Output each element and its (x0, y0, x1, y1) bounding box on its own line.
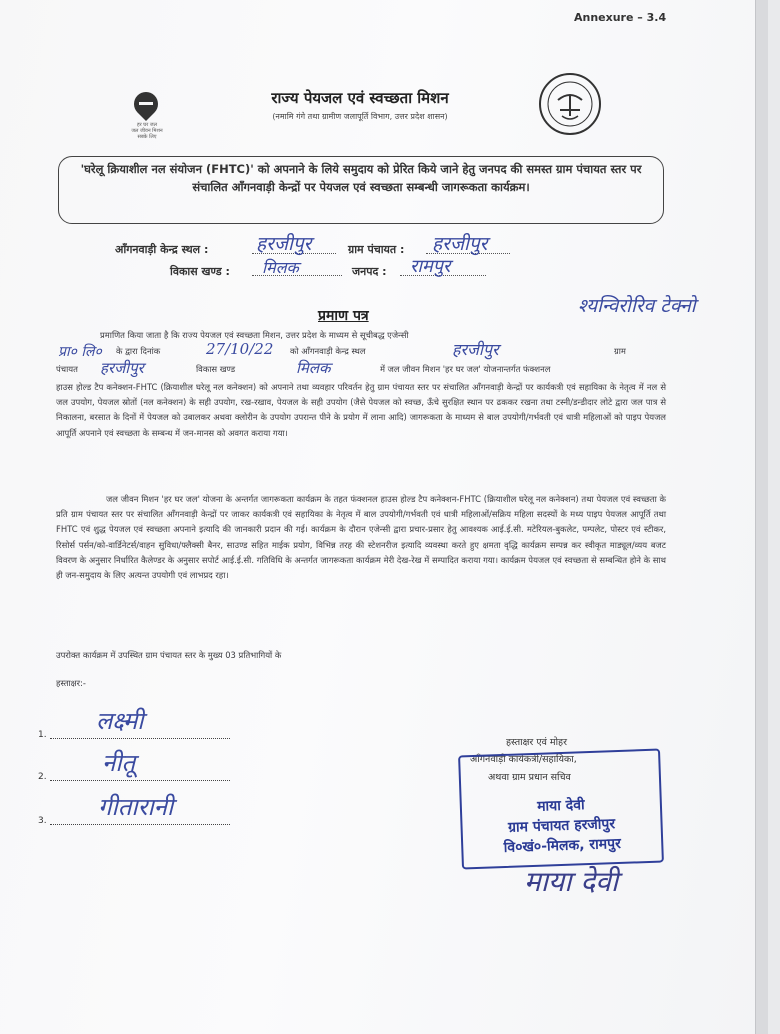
body-paragraph-1: हाउस होल्ड टैप कनेक्शन-FHTC (क्रियाशील घरेलू नल कनेक्शन) को अपनाने तथा व्यवहार परिवर्तन हेतु ग्राम पंचायत स्तर पर संचालित आँगनवाड़ी केन्द्रों पर कार्यकत्री एवं सहायिका के नेतृत्व में नल से जल उपयोग, पेयजल स्रोतों (नल कनेक्शन) के सही उपयोग, रख-रखाव, पेयजल के सही उपयोग (जैसे पेयजल को स्वच्छ, ऊँचे सुरक्षित स्थान पर ढककर रखना तथा टस्नी/डन्डीदार लोटे द्वारा जल पात्र से निकालना, बरसात के दिनों में पेयजल को उबालकर अथवा क्लोरीन के उपयोग उपरान्त पीने के प्रयोग में लाना आदि) जागरूकता के माध्यम से बाल उपयोगी/गर्भवती एवं धात्री महिलाओं को पाइप पेयजल आपूर्ति अपनाने एवं स्वच्छता के सम्बन्ध में जन-मानस को अवगत कराया गया। (56, 382, 666, 438)
signature-1: लक्ष्मी (96, 707, 144, 735)
signature-2: नीतू (102, 749, 136, 777)
signature-label: हस्ताक्षर:- (56, 678, 86, 688)
agency-name-handwritten: श्यन्विरोरिव टेक्नो (578, 295, 696, 317)
annexure-label: Annexure – 3.4 (574, 11, 667, 24)
logo-caption: हर घर जल जल जीवन मिशन सबके लिए (131, 122, 163, 140)
stamp-panchayat: ग्राम पंचायत हरजीपुर (507, 816, 616, 836)
signature-3: गीतारानी (98, 793, 174, 821)
place-handwritten: हरजीपुर (452, 340, 499, 359)
body-line-3b: विकास खण्ड (196, 364, 236, 374)
body-line-1: प्रमाणित किया जाता है कि राज्य पेयजल एवं स्वच्छता मिशन, उत्तर प्रदेश के माध्यम से सूचीबद्ध एजेन्सी (100, 330, 409, 340)
agency-suffix-handwritten: प्रा० लि० (58, 344, 102, 360)
panchayat-handwritten: हरजीपुर (100, 359, 144, 377)
official-line-3: अथवा ग्राम प्रधान सचिव (488, 772, 571, 783)
signature-1-number: 1. (38, 730, 47, 740)
body-line-3c: में जल जीवन मिशन 'हर घर जल' योजनान्तर्गत फंक्शनल (380, 364, 551, 374)
body-line-2c: ग्राम (614, 346, 626, 356)
official-line-2: आँगनवाड़ी कार्यकत्री/सहायिका, (470, 754, 577, 765)
anganwadi-value: हरजीपुर (256, 233, 312, 255)
gram-panchayat-label: ग्राम पंचायत : (348, 243, 405, 256)
program-description-box: 'घरेलू क्रियाशील नल संयोजन (FHTC)' को अपनाने के लिये समुदाय को प्रेरित किये जाने हेतु जनपद की समस्त ग्राम पंचायत स्तर पर संचालित आँगनवाड़ी केन्द्रों पर पेयजल एवं स्वच्छता सम्बन्धी जागरूकता कार्यक्रम। (58, 156, 664, 224)
official-line-1: हस्ताक्षर एवं मोहर (506, 737, 567, 748)
participants-text: उपरोक्त कार्यक्रम में उपस्थित ग्राम पंचायत स्तर के मुख्य 03 प्रतिभागियों के (56, 650, 282, 660)
body-line-2a: के द्वारा दिनांक (116, 346, 161, 356)
block-handwritten: मिलक (296, 359, 331, 377)
official-stamp (458, 749, 664, 870)
up-government-seal-icon (538, 72, 602, 136)
gram-panchayat-value: हरजीपुर (432, 233, 488, 255)
mission-title: राज्य पेयजल एवं स्वच्छता मिशन (271, 89, 449, 107)
body-line-2b: को आँगनवाड़ी केन्द्र स्थल (290, 346, 366, 356)
anganwadi-label: आँगनवाड़ी केन्द्र स्थल : (115, 243, 209, 256)
signature-2-number: 2. (38, 772, 47, 782)
district-label: जनपद : (352, 265, 387, 278)
participant-signatures (38, 707, 238, 852)
mission-subtitle: (नमामि गंगे तथा ग्रामीण जलापूर्ति विभाग, उत्तर प्रदेश शासन) (272, 112, 448, 121)
district-value: रामपुर (410, 256, 451, 277)
har-ghar-jal-logo (122, 90, 172, 150)
page-edge (755, 0, 768, 1034)
official-signature: माया देवी (524, 865, 619, 898)
block-label: विकास खण्ड : (170, 265, 230, 278)
body-line-3a: पंचायत (56, 364, 78, 374)
body-paragraph-2: जल जीवन मिशन 'हर घर जल' योजना के अन्तर्गत जागरूकता कार्यक्रम के तहत फंक्शनल हाउस होल्ड टैप कनेक्शन-FHTC (क्रियाशील घरेलू नल कनेक्शन) तथा पेयजल एवं स्वच्छता के प्रति ग्राम पंचायत स्तर पर संचालित आँगनवाड़ी केन्द्रों पर जाकर कार्यकत्री एवं सहायिका के नेतृत्व में बाल उपयोगी/गर्भवती एवं धात्री महिलाओं/सक्रिय महिला सदस्यों के मध्य पाइप पेयजल आपूर्ति तथा FHTC एवं शुद्ध पेयजल एवं स्वच्छता अपनाने इत्यादि की जानकारी प्रदान की गई। कार्यक्रम के दौरान एजेन्सी द्वारा प्रचार-प्रसार हेतु आवश्यक आई.ई.सी. मटेरियल-बुकलेट, पम्पलेट, पोस्टर एवं स्टीकर, रिसोर्स पर्सन/को-वार्डिनेटर्स/वाहन सुविधा/फ्लैक्सी बैनर, साउण्ड सहित माईक प्रयोग, विभिन्न तरह की स्टेशनरीज इत्यादि व्यवस्था करते हुए क्षमता वृद्धि कार्यक्रम सम्पन्न कर स्वीकृत माड्यूल/व्यय बजट विवरण के अनुसार निर्धारित कैलेण्डर के अनुसार सपोर्ट आई.ई.सी. गतिविधि के अन्तर्गत जागरूकता कार्यक्रम मेरी देख-रेख में सम्पादित कराया गया। कार्यक्रम पेयजल एवं स्वच्छता से सम्बन्धित होने के साथ ही जन-समुदाय के लिए अत्यन्त उपयोगी एवं लाभप्रद रहा। (56, 494, 666, 581)
signature-3-number: 3. (38, 816, 47, 826)
stamp-name: माया देवी (536, 797, 585, 815)
block-value: मिलक (262, 258, 299, 277)
date-handwritten: 27/10/22 (206, 340, 274, 358)
certificate-title: प्रमाण पत्र (318, 308, 369, 324)
stamp-block: वि०खं०-मिलक, रामपुर (503, 835, 622, 857)
